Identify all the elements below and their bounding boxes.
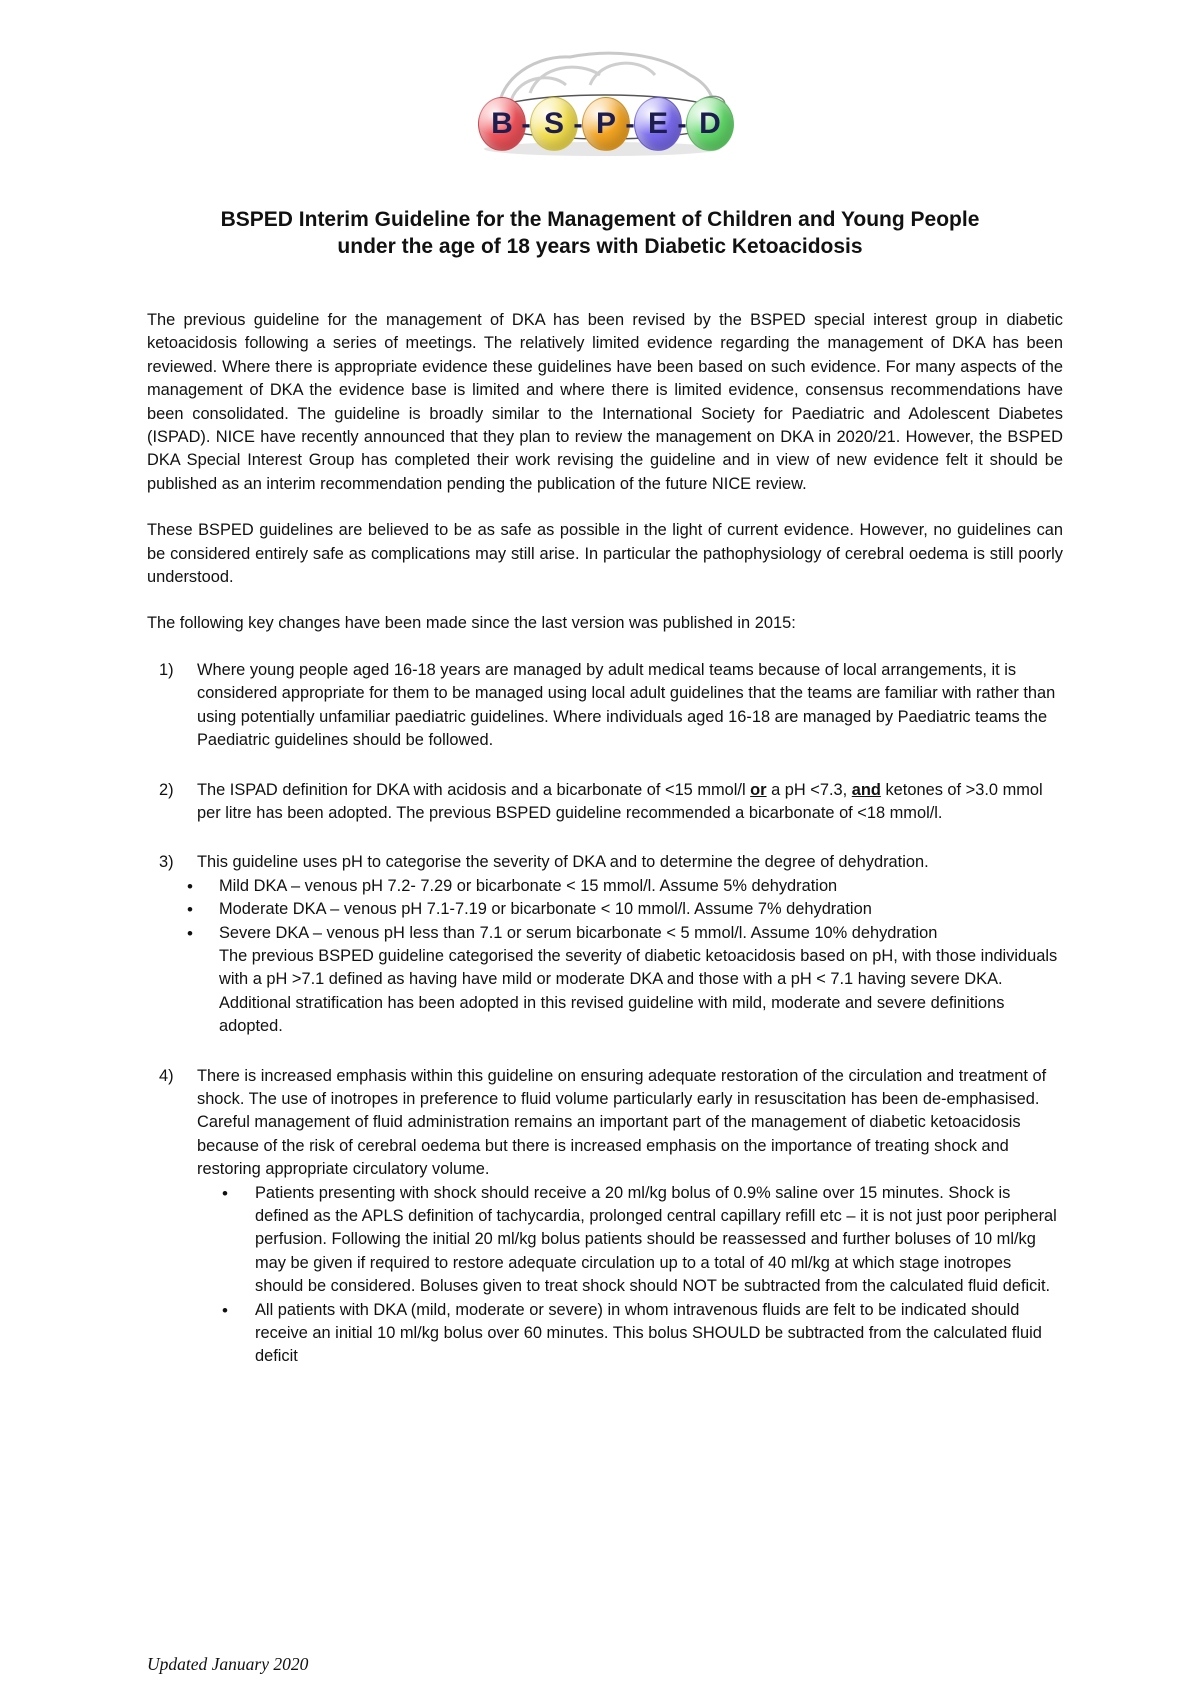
title-line-2: under the age of 18 years with Diabetic Ketoacidosis (337, 235, 863, 258)
document-body (147, 309, 1063, 1369)
bullet-severe-dka: • Severe DKA – venous pH less than 7.1 or serum bicarbonate < 5 mmol/l. Assume 10% dehydration (219, 922, 1063, 945)
list-number: 2) (159, 780, 174, 799)
logo-ball-e: E (634, 97, 682, 151)
key-changes-heading: The following key changes have been made since the last version was published in 2015: (147, 614, 796, 633)
text-run: ketones of >3.0 mmol per litre has been adopted. The previous BSPED guideline recommended a bicarbonate of <18 mmol/l. (197, 780, 1043, 822)
list-item-text: There is increased emphasis within this guideline on ensuring adequate restoration of the circulation and treatment of shock. The use of inotropes in preference to fluid volume particularly early in resuscitation has been de-emphasised. Careful management of fluid administration remains an important part of the management of diabetic ketoacidosis because of the risk of cerebral oedema but there is increased emphasis on the importance of treating shock and restoring appropriate circulatory volume. (197, 1066, 1047, 1179)
emphasis-and: and (851, 780, 881, 799)
list-item-text: Where young people aged 16-18 years are managed by adult medical teams because of local arrangements, it is considered appropriate for them to be managed using local adult guidelines that the teams are familiar with rather than using potentially unfamiliar paediatric guidelines. Where individuals aged 16-18 are managed by Paediatric teams the Paediatric guidelines should be followed. (197, 660, 1056, 750)
title-line-1: BSPED Interim Guideline for the Management of Children and Young People (220, 208, 980, 231)
list-number: 3) (159, 853, 174, 872)
logo-ball-s: S (530, 97, 578, 151)
logo-ball-b: B (478, 97, 526, 151)
severity-note: The previous BSPED guideline categorised the severity of diabetic ketoacidosis based on pH, with those individuals with a pH >7.1 defined as having have mild or moderate DKA and those with a pH < 7.1 having severe DKA. Additional stratification has been adopted in this revised guideline with mild, moderate and severe definitions adopted. (219, 946, 1058, 1036)
list-item-text: This guideline uses pH to categorise the severity of DKA and to determine the degree of dehydration. (197, 853, 929, 872)
list-item-2 (147, 779, 1063, 826)
severity-bullet-list (147, 875, 1063, 945)
safety-paragraph: These BSPED guidelines are believed to be as safe as possible in the light of current evidence. However, no guidelines can be considered entirely safe as complications may still arise. In particular the pathophysiology of cerebral oedema is still poorly understood. (147, 521, 1063, 587)
logo-ball-p: P (582, 97, 630, 151)
list-item-1 (147, 659, 1063, 753)
logo-dash: - (625, 108, 635, 139)
logo-dash: - (677, 108, 687, 139)
intro-paragraph: The previous guideline for the management of DKA has been revised by the BSPED special interest group in diabetic ketoacidosis following a series of meetings. The relatively limited evidence regarding the management of DKA has been reviewed. Where there is appropriate evidence these guidelines have been based on such evidence. For many aspects of the management of DKA the evidence base is limited and where there is limited evidence, consensus recommendations have been consolidated. The guideline is broadly similar to the International Society for Paediatric and Adolescent Diabetes (ISPAD). NICE have recently announced that they plan to review the management on DKA in 2020/21. However, the BSPED DKA Special Interest Group has completed their work revising the guideline and in view of new evidence felt it should be published as an interim recommendation pending the publication of the future NICE review. (147, 311, 1063, 493)
text-run: The ISPAD definition for DKA with acidosis and a bicarbonate of <15 mmol/l (197, 780, 751, 799)
updated-date-footer: Updated January 2020 (147, 1654, 309, 1674)
bullet-mild-dka: • Mild DKA – venous pH 7.2- 7.29 or bicarbonate < 15 mmol/l. Assume 5% dehydration (219, 875, 1063, 898)
logo-letter-row (478, 97, 730, 151)
list-item-4 (147, 1065, 1063, 1369)
logo-dash: - (521, 108, 531, 139)
list-item-3 (147, 851, 1063, 1038)
emphasis-or: or (750, 780, 767, 799)
bsped-logo (470, 45, 740, 160)
bullet-initial-bolus: • All patients with DKA (mild, moderate or severe) in whom intravenous fluids are felt to be indicated should receive an initial 10 ml/kg bolus over 60 minutes. This bolus SHOULD be subtracted from the calculated fluid deficit (255, 1299, 1063, 1369)
list-number: 1) (159, 660, 174, 679)
logo-dash: - (573, 108, 583, 139)
list-item-text (197, 779, 1063, 826)
document-title (140, 206, 1060, 260)
bullet-shock-bolus: • Patients presenting with shock should receive a 20 ml/kg bolus of 0.9% saline over 15 minutes. Shock is defined as the APLS definition of tachycardia, prolonged central capillary refill etc – it is not just poor peripheral perfusion. Following the initial 20 ml/kg bolus patients should be reassessed and further boluses of 10 ml/kg may be given if required to restore adequate circulation up to a total of 40 ml/kg at which stage inotropes should be considered. Boluses given to treat shock should NOT be subtracted from the calculated fluid deficit. (255, 1182, 1063, 1299)
text-run: a pH <7.3, (766, 780, 852, 799)
bullet-moderate-dka: • Moderate DKA – venous pH 7.1-7.19 or bicarbonate < 10 mmol/l. Assume 7% dehydration (219, 898, 1063, 921)
logo-ball-d: D (686, 97, 734, 151)
shock-bullet-list (197, 1182, 1063, 1369)
list-number: 4) (159, 1066, 174, 1085)
